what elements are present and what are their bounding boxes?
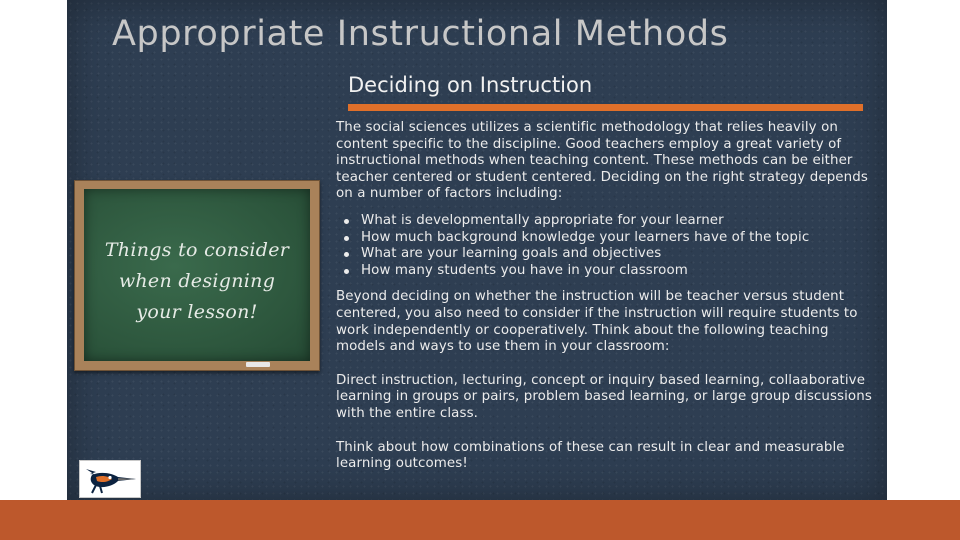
bullet-icon (344, 236, 349, 241)
intro-paragraph: The social sciences utilizes a scientific methodology that relies heavily on content specific to the discipline. Good teachers employ a great variety of instructional methods when teaching content. These methods can be either teacher centered or student centered. Deciding on the right strategy depends on a number of factors including: (336, 120, 868, 202)
list-item (344, 230, 882, 247)
list-item-text: What is developmentally appropriate for your learner (361, 212, 724, 228)
chalk-eraser-icon (246, 362, 270, 367)
roadrunner-logo-icon (82, 463, 138, 495)
chalk-line: Things to consider (104, 239, 290, 261)
list-item (344, 213, 882, 230)
list-item-text: What are your learning goals and objectives (361, 246, 662, 262)
slide-title: Appropriate Instructional Methods (112, 14, 729, 54)
teaching-models-paragraph: Direct instruction, lecturing, concept or inquiry based learning, collaaborative learning in groups or pairs, problem based learning, or large group discussions with the entire class. (336, 372, 872, 421)
factor-list (336, 213, 882, 279)
chalk-line: your lesson! (136, 301, 258, 323)
bullet-icon (344, 252, 349, 257)
section-subtitle: Deciding on Instruction (348, 73, 593, 97)
bullet-icon (344, 269, 349, 274)
chalkboard-image (74, 180, 320, 371)
body-text (336, 120, 882, 473)
instruction-type-paragraph: Beyond deciding on whether the instruction will be teacher versus student centered, you also need to consider if the instruction will require students to work independently or cooperatively. Think about the following teaching models and ways to use them in your classroom: (336, 289, 858, 355)
list-item (344, 263, 882, 280)
chalk-line: when designing (118, 270, 276, 292)
chalkboard-text (84, 235, 310, 328)
chalkboard-surface (84, 189, 310, 361)
footer-accent-bar (0, 500, 960, 540)
roadrunner-logo (79, 460, 141, 498)
subtitle-underline (348, 104, 863, 111)
list-item-text: How many students you have in your classroom (361, 262, 688, 278)
list-item-text: How much background knowledge your learners have of the topic (361, 229, 810, 245)
list-item (344, 246, 882, 263)
outcomes-paragraph: Think about how combinations of these can result in clear and measurable learning outcomes! (336, 439, 845, 472)
bullet-icon (344, 219, 349, 224)
